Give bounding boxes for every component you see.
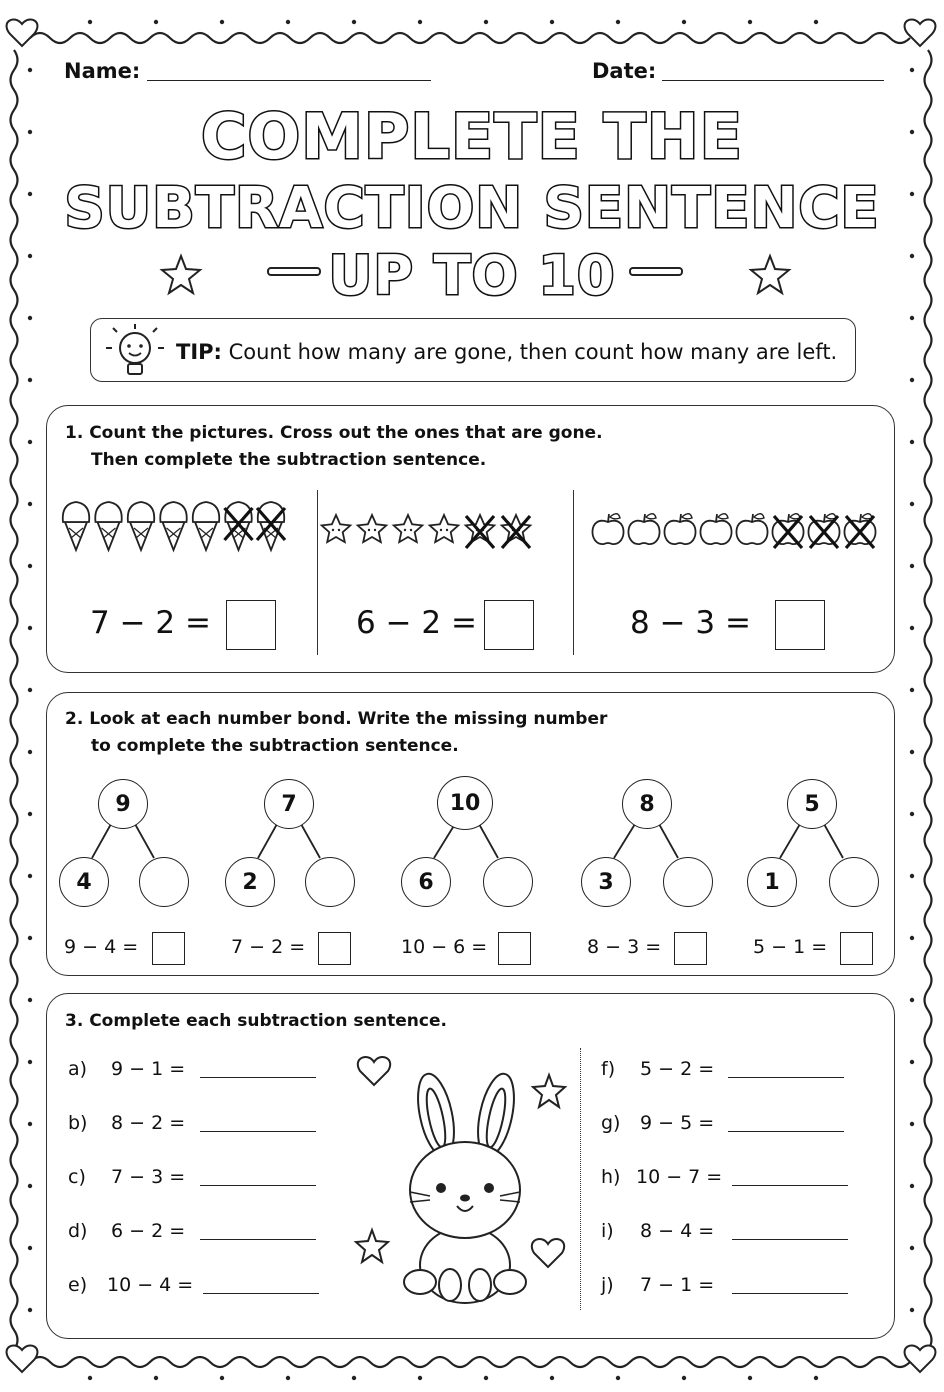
border-dot — [484, 1376, 488, 1380]
question-letter: g) — [601, 1112, 621, 1134]
border-dot — [910, 1308, 914, 1312]
question-letter: h) — [601, 1166, 621, 1188]
tip-body: Count how many are gone, then count how many are left. — [221, 340, 838, 364]
question-expression: 8 − 2 = — [111, 1112, 186, 1134]
bond-part-circle: 2 — [225, 857, 275, 907]
border-dot — [682, 1376, 686, 1380]
bunny-illustration — [340, 1040, 580, 1310]
bond-equation: 10 − 6 = — [401, 936, 488, 958]
section-1-instruction-line-1: 1. Count the pictures. Cross out the ones that are gone. — [65, 423, 603, 443]
bond-part-circle: 3 — [581, 857, 631, 907]
name-label: Name: — [64, 59, 141, 83]
question-letter: d) — [68, 1220, 88, 1242]
bond-whole-circle: 5 — [787, 779, 837, 829]
heart-icon — [358, 1057, 390, 1085]
bond-whole-circle: 7 — [264, 779, 314, 829]
section-3-divider — [580, 1048, 581, 1310]
bond-equation: 8 − 3 = — [587, 936, 662, 958]
question-expression: 9 − 1 = — [111, 1058, 186, 1080]
bond-missing-part-circle[interactable] — [305, 857, 355, 907]
border-dot — [28, 1308, 32, 1312]
answer-line[interactable] — [728, 1077, 844, 1078]
date-label: Date: — [592, 59, 657, 83]
answer-line[interactable] — [200, 1077, 316, 1078]
bond-missing-part-circle[interactable] — [663, 857, 713, 907]
border-dot — [616, 1376, 620, 1380]
answer-box[interactable] — [840, 932, 873, 965]
bond-missing-part-circle[interactable] — [139, 857, 189, 907]
star-icon — [356, 1230, 388, 1262]
section-2-instruction-line-1: 2. Look at each number bond. Write the missing number — [65, 709, 608, 729]
question-expression: 5 − 2 = — [640, 1058, 715, 1080]
bond-equation: 7 − 2 = — [231, 936, 306, 958]
border-dot — [286, 1376, 290, 1380]
border-dot — [28, 1184, 32, 1188]
border-dot — [88, 1376, 92, 1380]
border-dot — [910, 1060, 914, 1064]
answer-line[interactable] — [200, 1185, 316, 1186]
bond-whole-circle: 9 — [98, 779, 148, 829]
bond-missing-part-circle[interactable] — [483, 857, 533, 907]
question-expression: 10 − 4 = — [107, 1274, 194, 1296]
border-dot — [910, 1184, 914, 1188]
answer-line[interactable] — [732, 1239, 848, 1240]
bond-part-circle: 6 — [401, 857, 451, 907]
section-1-equation-1: 7 − 2 = — [90, 605, 211, 641]
page-title-line-1: COMPLETE THE — [201, 100, 743, 173]
bond-missing-part-circle[interactable] — [829, 857, 879, 907]
border-dot — [28, 1246, 32, 1250]
question-letter: e) — [68, 1274, 88, 1296]
tip-label: TIP: — [176, 340, 222, 364]
section-1-equation-3: 8 − 3 = — [630, 605, 751, 641]
border-dot — [352, 1376, 356, 1380]
border-dot — [28, 1122, 32, 1126]
question-expression: 6 − 2 = — [111, 1220, 186, 1242]
bunny-icon — [404, 1071, 526, 1303]
corner-heart-icon — [905, 1345, 936, 1372]
question-letter: i) — [601, 1220, 614, 1242]
answer-box[interactable] — [674, 932, 707, 965]
question-expression: 7 − 3 = — [111, 1166, 186, 1188]
question-letter: j) — [601, 1274, 614, 1296]
bond-equation: 9 − 4 = — [64, 936, 139, 958]
section-2-instruction-line-2: to complete the subtraction sentence. — [91, 736, 459, 756]
answer-line[interactable] — [728, 1131, 844, 1132]
section-1-instruction-line-2: Then complete the subtraction sentence. — [91, 450, 487, 470]
border-dot — [154, 1376, 158, 1380]
section-3-instruction: 3. Complete each subtraction sentence. — [65, 1011, 447, 1031]
page-title-line-2: SUBTRACTION SENTENCE — [64, 176, 880, 241]
border-dot — [910, 1246, 914, 1250]
border-dot — [910, 936, 914, 940]
heart-icon — [532, 1239, 564, 1267]
bond-whole-circle: 10 — [437, 776, 493, 830]
bond-part-circle: 4 — [59, 857, 109, 907]
border-dot — [814, 1376, 818, 1380]
border-dot — [28, 1060, 32, 1064]
answer-line[interactable] — [732, 1293, 848, 1294]
page-title-line-3: UP TO 10 — [328, 244, 616, 307]
bond-part-circle: 1 — [747, 857, 797, 907]
bond-whole-circle: 8 — [622, 779, 672, 829]
question-letter: f) — [601, 1058, 616, 1080]
question-letter: c) — [68, 1166, 86, 1188]
question-expression: 8 − 4 = — [640, 1220, 715, 1242]
border-dot — [220, 1376, 224, 1380]
bond-equation: 5 − 1 = — [753, 936, 828, 958]
border-dot — [28, 936, 32, 940]
answer-box[interactable] — [498, 932, 531, 965]
border-dot — [550, 1376, 554, 1380]
answer-line[interactable] — [200, 1239, 316, 1240]
question-expression: 10 − 7 = — [636, 1166, 723, 1188]
section-1-equation-2: 6 − 2 = — [356, 605, 477, 641]
answer-box[interactable] — [152, 932, 185, 965]
answer-line[interactable] — [732, 1185, 848, 1186]
question-expression: 9 − 5 = — [640, 1112, 715, 1134]
border-dot — [418, 1376, 422, 1380]
answer-line[interactable] — [203, 1293, 319, 1294]
border-dot — [910, 998, 914, 1002]
border-dot — [748, 1376, 752, 1380]
corner-heart-icon — [7, 1345, 38, 1372]
answer-line[interactable] — [200, 1131, 316, 1132]
border-dot — [910, 1122, 914, 1126]
answer-box[interactable] — [318, 932, 351, 965]
question-expression: 7 − 1 = — [640, 1274, 715, 1296]
question-letter: b) — [68, 1112, 88, 1134]
border-dot — [28, 998, 32, 1002]
star-icon — [533, 1075, 565, 1107]
question-letter: a) — [68, 1058, 88, 1080]
